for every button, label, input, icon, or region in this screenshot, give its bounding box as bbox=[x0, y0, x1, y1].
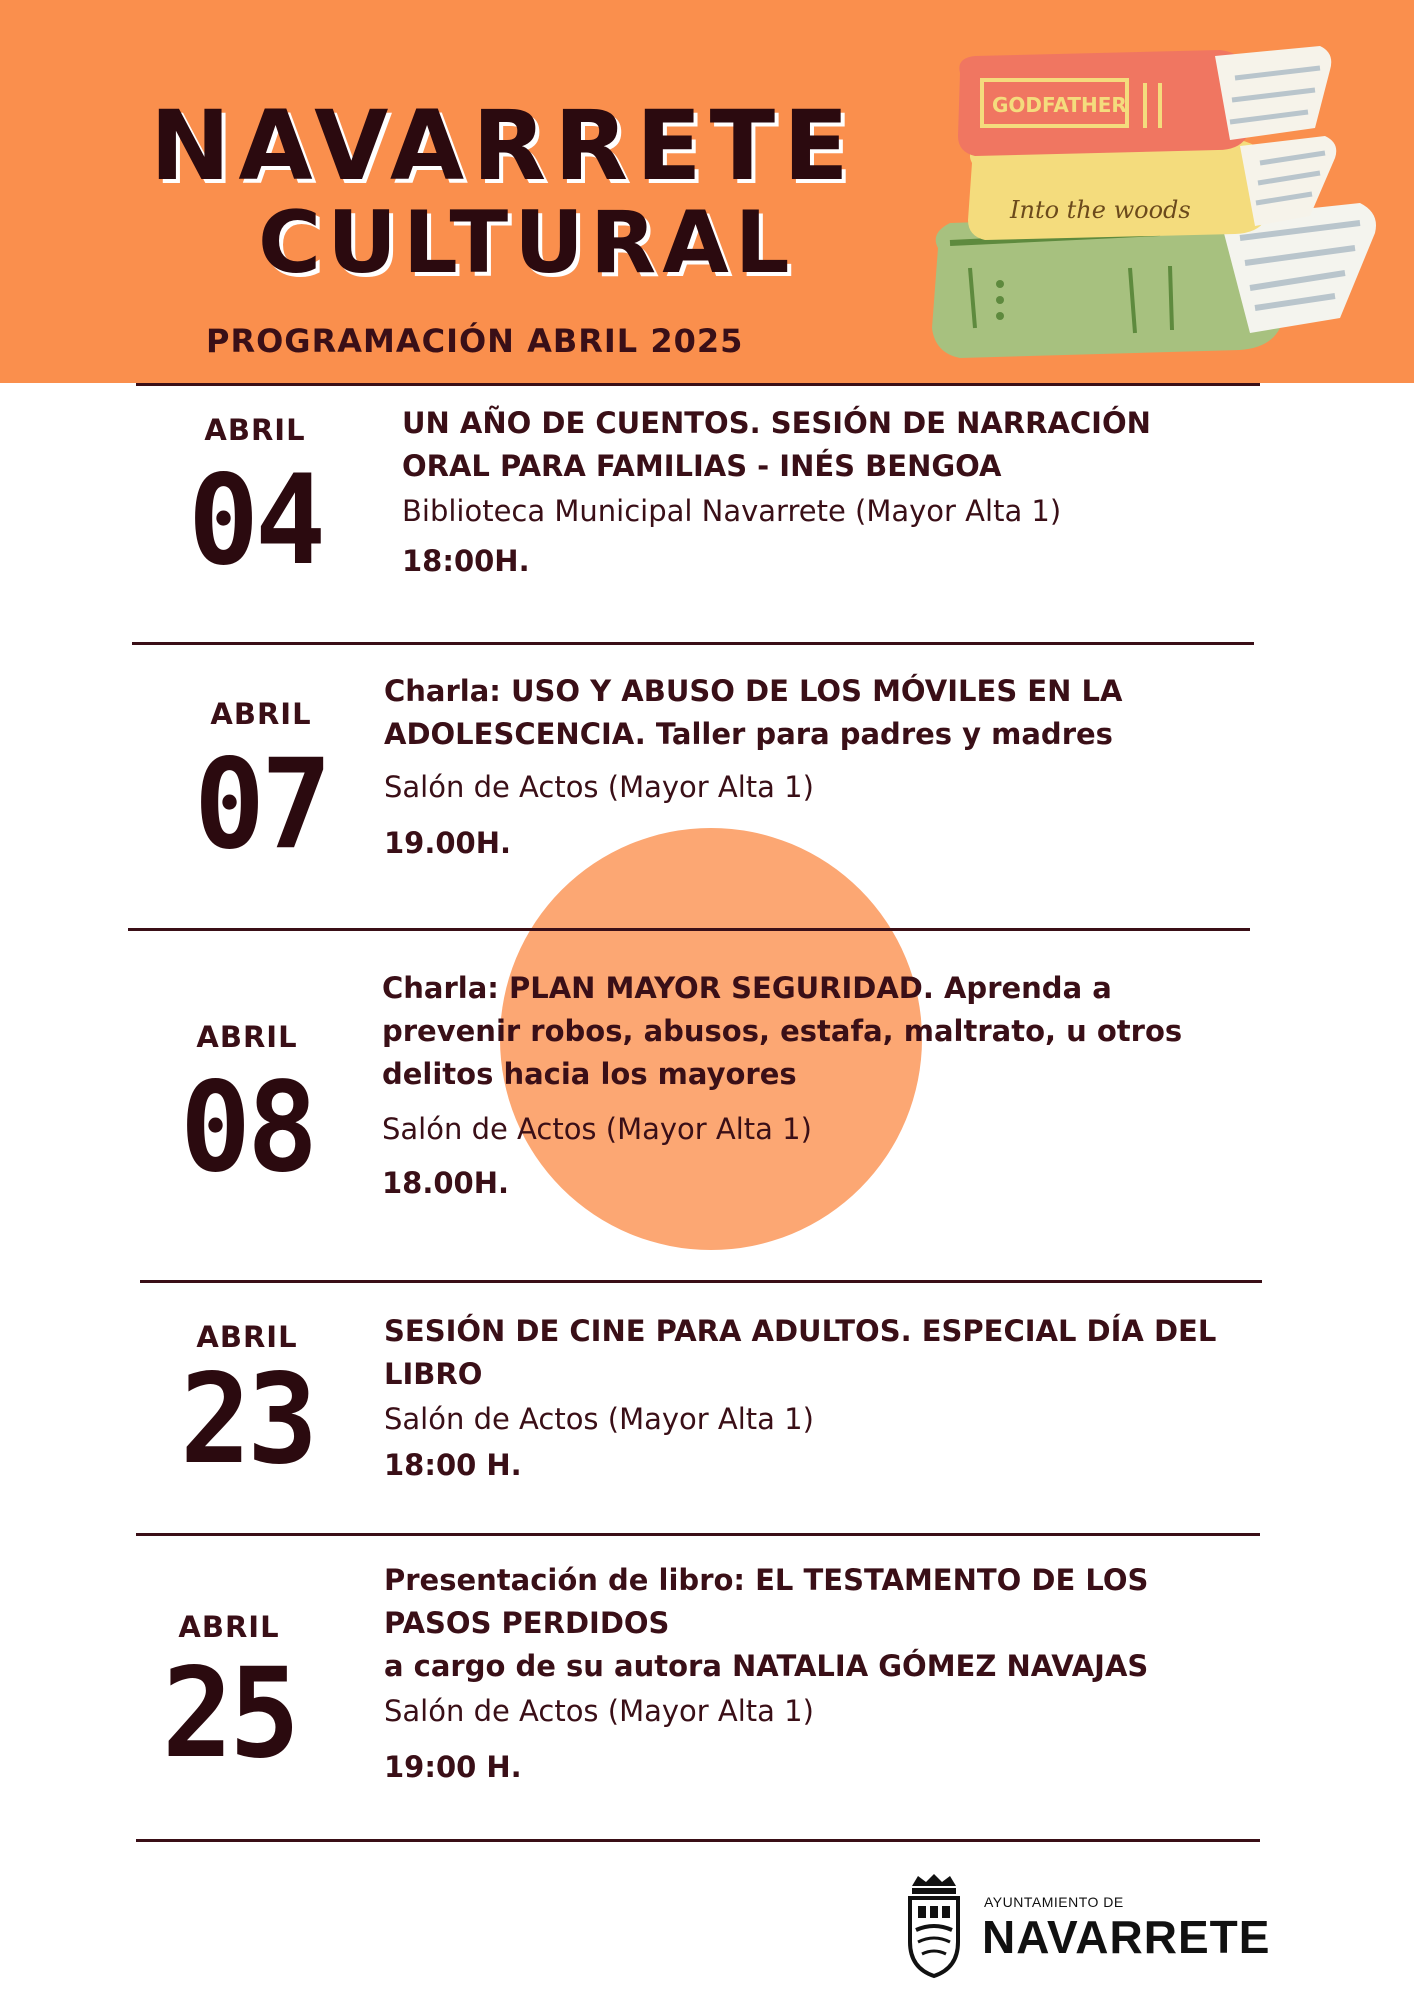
event-month: ABRIL bbox=[196, 1320, 298, 1354]
event-title-line: LIBRO bbox=[384, 1357, 483, 1391]
header-banner bbox=[0, 0, 1414, 383]
event-day: 07 bbox=[193, 731, 329, 877]
title-sub: CULTURAL bbox=[258, 193, 796, 293]
event-title bbox=[384, 1310, 1344, 1396]
event-time: 19:00 H. bbox=[384, 1750, 522, 1784]
event-details bbox=[384, 670, 1344, 860]
event-place: Salón de Actos (Mayor Alta 1) bbox=[384, 1694, 814, 1728]
event-title-line: Presentación de libro: EL TESTAMENTO DE LOS bbox=[384, 1563, 1149, 1597]
event-place: Biblioteca Municipal Navarrete (Mayor Alta 1) bbox=[402, 494, 1062, 528]
divider-top bbox=[136, 383, 1260, 386]
event-date bbox=[154, 1610, 304, 1786]
event-day: 08 bbox=[179, 1054, 315, 1200]
event-details bbox=[384, 1559, 1344, 1784]
logo-name: NAVARRETE bbox=[982, 1911, 1271, 1963]
event-month: ABRIL bbox=[178, 1610, 280, 1644]
divider-3 bbox=[140, 1280, 1262, 1283]
event-title-line: Charla: USO Y ABUSO DE LOS MÓVILES EN LA bbox=[384, 674, 1123, 708]
event-date bbox=[186, 697, 336, 877]
event-day: 25 bbox=[161, 1640, 297, 1786]
svg-text:Into the woods: Into the woods bbox=[1010, 196, 1191, 224]
event-date bbox=[172, 1020, 322, 1200]
event-time: 19.00H. bbox=[384, 826, 512, 860]
event-details bbox=[384, 1310, 1344, 1482]
event-title-line: UN AÑO DE CUENTOS. SESIÓN DE NARRACIÓN bbox=[402, 406, 1151, 440]
event-place: Salón de Actos (Mayor Alta 1) bbox=[384, 770, 814, 804]
event-title bbox=[402, 402, 1362, 488]
event-title-line: delitos hacia los mayores bbox=[382, 1057, 797, 1091]
divider-4 bbox=[136, 1533, 1260, 1536]
event-month: ABRIL bbox=[210, 697, 312, 731]
event-day: 04 bbox=[187, 447, 323, 593]
event-date bbox=[180, 413, 330, 593]
event-details bbox=[382, 967, 1342, 1200]
event-place: Salón de Actos (Mayor Alta 1) bbox=[384, 1402, 814, 1436]
event-date bbox=[172, 1320, 322, 1492]
event-month: ABRIL bbox=[204, 413, 306, 447]
event-title-line: PASOS PERDIDOS bbox=[384, 1606, 670, 1640]
event-day: 23 bbox=[179, 1346, 315, 1492]
red-book-icon bbox=[958, 46, 1331, 156]
event-time: 18:00 H. bbox=[384, 1448, 522, 1482]
stacked-books-illustration bbox=[920, 28, 1380, 388]
event-title-line: ORAL PARA FAMILIAS - INÉS BENGOA bbox=[402, 449, 1002, 483]
event-title-line: a cargo de su autora NATALIA GÓMEZ NAVAJAS bbox=[384, 1649, 1149, 1683]
event-title bbox=[382, 967, 1342, 1096]
event-title-line: Charla: PLAN MAYOR SEGURIDAD. Aprenda a bbox=[382, 971, 1112, 1005]
ayuntamiento-logo bbox=[904, 1872, 1284, 1982]
title-main: NAVARRETE bbox=[150, 90, 857, 202]
event-month: ABRIL bbox=[196, 1020, 298, 1054]
divider-1 bbox=[132, 642, 1254, 645]
event-details bbox=[402, 402, 1362, 578]
divider-2 bbox=[128, 928, 1250, 931]
event-title-line: SESIÓN DE CINE PARA ADULTOS. ESPECIAL DÍA DEL bbox=[384, 1314, 1217, 1348]
event-title-line: ADOLESCENCIA. Taller para padres y madres bbox=[384, 717, 1113, 751]
coat-of-arms-icon bbox=[904, 1872, 964, 1982]
logo-caption: AYUNTAMIENTO DE bbox=[984, 1894, 1124, 1910]
event-title bbox=[384, 1559, 1344, 1688]
event-time: 18:00H. bbox=[402, 544, 530, 578]
subtitle: PROGRAMACIÓN ABRIL 2025 bbox=[206, 322, 744, 360]
svg-text:GODFATHER: GODFATHER bbox=[992, 93, 1127, 117]
event-place: Salón de Actos (Mayor Alta 1) bbox=[382, 1112, 812, 1146]
event-title-line: prevenir robos, abusos, estafa, maltrato, u otros bbox=[382, 1014, 1183, 1048]
event-time: 18.00H. bbox=[382, 1166, 510, 1200]
divider-5 bbox=[136, 1839, 1260, 1842]
event-title bbox=[384, 670, 1344, 756]
